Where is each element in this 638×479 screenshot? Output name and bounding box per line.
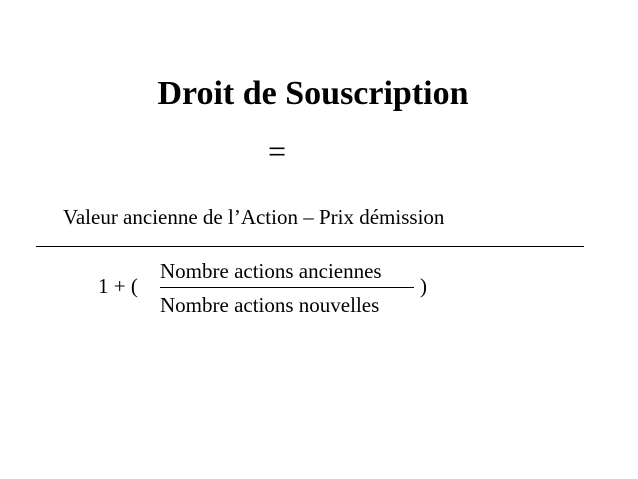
equals-sign: = <box>268 133 287 169</box>
inner-fraction-bar <box>160 287 414 288</box>
inner-fraction-numerator: Nombre actions anciennes <box>160 259 382 283</box>
formula-numerator: Valeur ancienne de l’Action – Prix démission <box>63 205 445 229</box>
denominator-suffix: ) <box>420 274 427 298</box>
main-fraction-bar <box>36 246 584 247</box>
denominator-prefix: 1 + ( <box>98 274 138 298</box>
inner-fraction-denominator: Nombre actions nouvelles <box>160 293 380 317</box>
slide-title: Droit de Souscription <box>157 75 469 112</box>
